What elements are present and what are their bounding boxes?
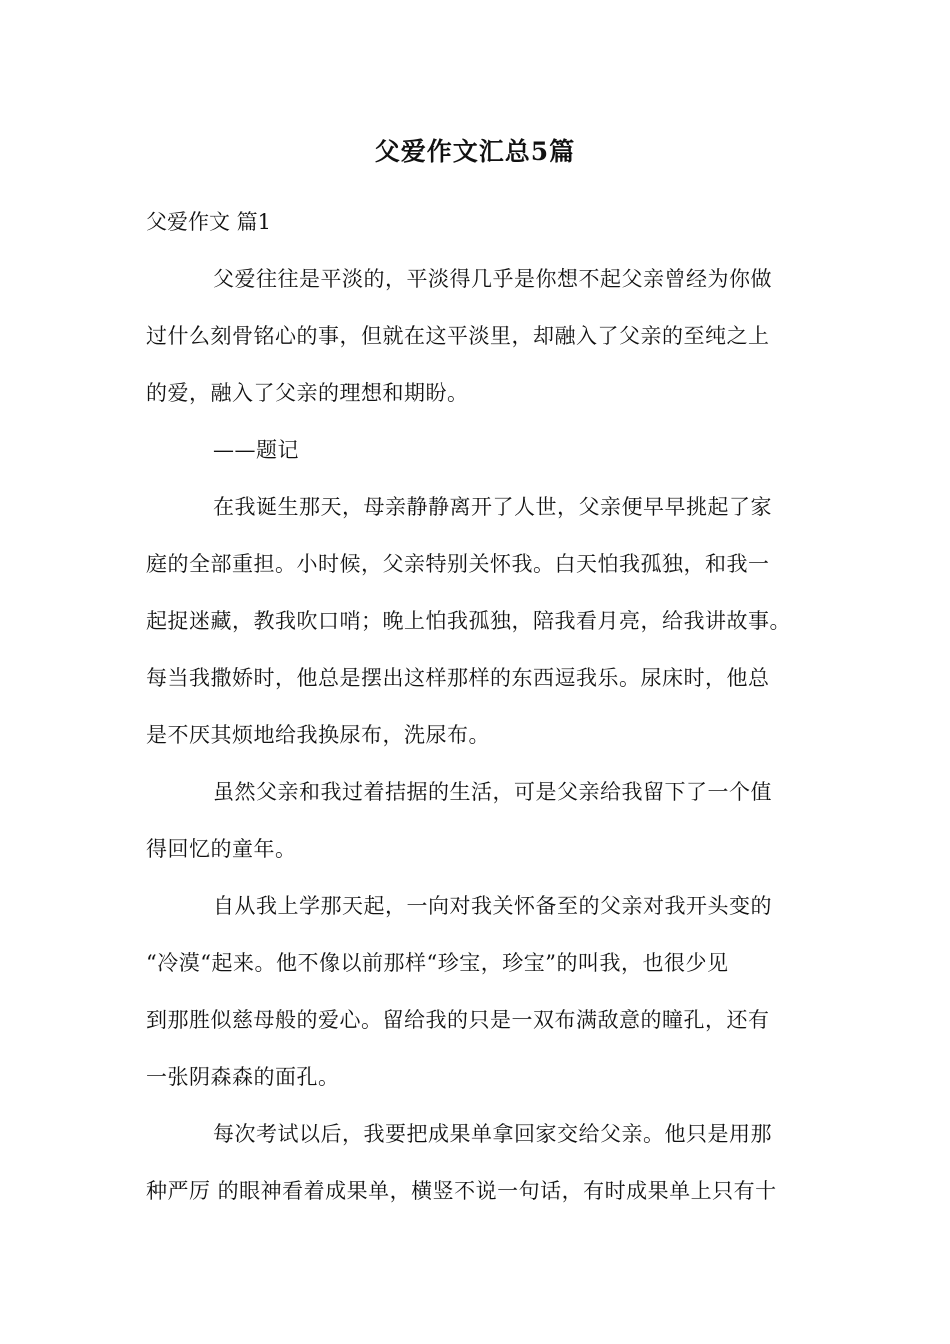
body-line: 过什么刻骨铭心的事，但就在这平淡里，却融入了父亲的至纯之上 [146, 324, 770, 348]
body-line: “冷漠“起来。他不像以前那样“珍宝，珍宝”的叫我，也很少见 [146, 951, 729, 975]
body-line: 每当我撒娇时，他总是摆出这样那样的东西逗我乐。尿床时，他总 [146, 666, 770, 690]
document-title: 父爱作文汇总5篇 [374, 137, 576, 166]
body-line: 种严厉 的眼神看着成果单，横竖不说一句话，有时成果单上只有十 [146, 1179, 777, 1203]
body-line: 庭的全部重担。小时候，父亲特别关怀我。白天怕我孤独，和我一 [146, 552, 770, 576]
body-line: 起捉迷藏，教我吹口哨；晚上怕我孤独，陪我看月亮，给我讲故事。 [146, 609, 791, 633]
body-line: 自从我上学那天起，一向对我关怀备至的父亲对我开头变的 [213, 894, 772, 918]
body-line: 得回忆的童年。 [146, 837, 297, 861]
body-line: 一张阴森森的面孔。 [146, 1065, 340, 1089]
body-line: 到那胜似慈母般的爱心。留给我的只是一双布满敌意的瞳孔，还有 [146, 1008, 770, 1032]
section-heading: 父爱作文 篇1 [146, 210, 272, 234]
body-line: 是不厌其烦地给我换尿布，洗尿布。 [146, 723, 490, 747]
body-line: 虽然父亲和我过着拮据的生活，可是父亲给我留下了一个值 [213, 780, 772, 804]
body-line: 的爱，融入了父亲的理想和期盼。 [146, 381, 469, 405]
body-line: 父爱往往是平淡的，平淡得几乎是你想不起父亲曾经为你做 [213, 267, 772, 291]
body-line: 每次考试以后，我要把成果单拿回家交给父亲。他只是用那 [213, 1122, 772, 1146]
epigraph-attribution: ——题记 [213, 438, 299, 462]
body-line: 在我诞生那天，母亲静静离开了人世，父亲便早早挑起了家 [213, 495, 772, 519]
